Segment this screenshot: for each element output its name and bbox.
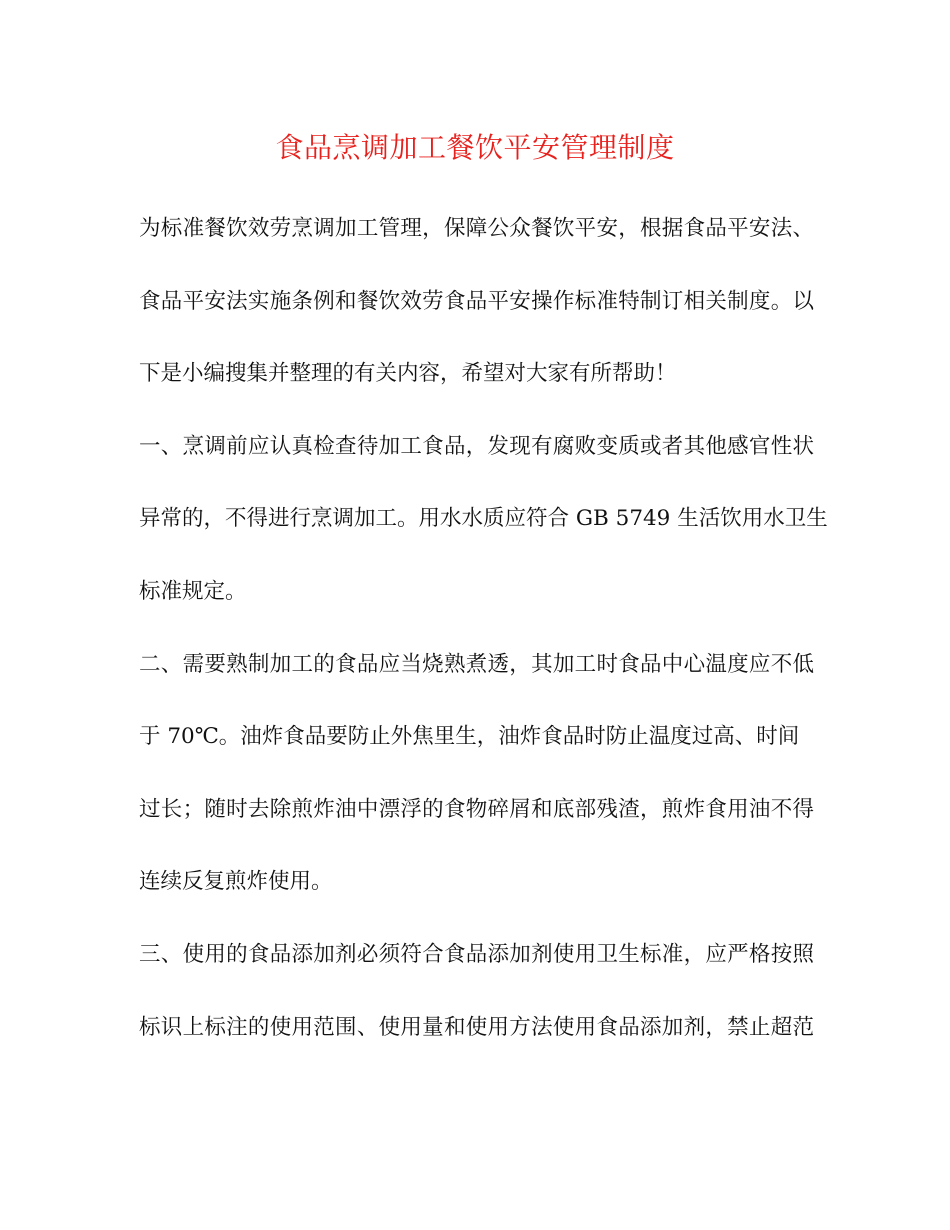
body-line-11: 三、使用的食品添加剂必须符合食品添加剂使用卫生标准，应严格按照	[139, 941, 814, 967]
body-line-2: 食品平安法实施条例和餐饮效劳食品平安操作标准特制订相关制度。以	[139, 288, 814, 314]
body-line-8: 于 70℃。油炸食品要防止外焦里生，油炸食品时防止温度过高、时间	[139, 724, 800, 750]
body-line-3: 下是小编搜集并整理的有关内容，希望对大家有所帮助！	[139, 361, 677, 387]
document-body	[139, 209, 828, 1080]
body-line-9: 过长；随时去除煎炸油中漂浮的食物碎屑和底部残渣，煎炸食用油不得	[139, 796, 814, 822]
document-title: 食品烹调加工餐饮平安管理制度	[275, 131, 675, 164]
body-line-12: 标识上标注的使用范围、使用量和使用方法使用食品添加剂，禁止超范	[139, 1014, 814, 1040]
body-line-10: 连续反复煎炸使用。	[139, 869, 333, 895]
body-line-6: 标准规定。	[139, 578, 247, 604]
body-line-7: 二、需要熟制加工的食品应当烧熟煮透，其加工时食品中心温度应不低	[139, 651, 814, 677]
body-line-4: 一、烹调前应认真检查待加工食品，发现有腐败变质或者其他感官性状	[139, 433, 814, 459]
body-line-5: 异常的，不得进行烹调加工。用水水质应符合 GB 5749 生活饮用水卫生	[139, 506, 828, 532]
body-line-1: 为标准餐饮效劳烹调加工管理，保障公众餐饮平安，根据食品平安法、	[139, 216, 814, 241]
